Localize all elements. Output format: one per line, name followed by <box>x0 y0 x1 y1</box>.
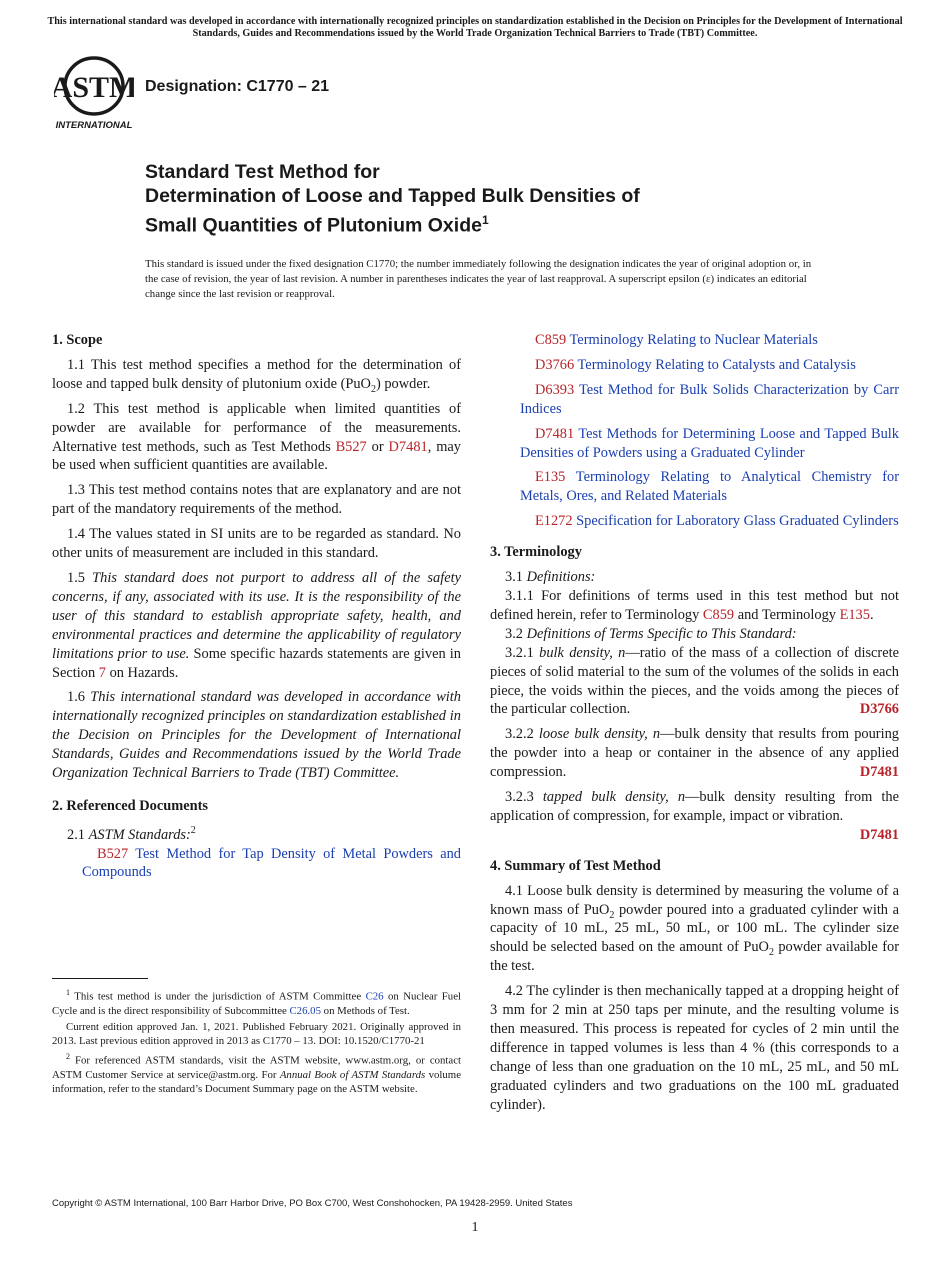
footnote-1-text: This test method is under the jurisdiction of ASTM Committee <box>70 990 366 1003</box>
astm-international-logo-icon <box>54 56 134 132</box>
para-3-2-3-text: —bulk density resulting from the application of compression, for example, impact or vibration. <box>490 789 899 824</box>
ref-code[interactable]: D3766 <box>535 356 575 373</box>
para-3-2-num: 3.2 <box>505 625 527 642</box>
title-line-3 <box>145 208 865 238</box>
para-3-1-italic: Definitions: <box>526 569 596 586</box>
ref-title[interactable]: Terminology Relating to Catalysts and Catalysis <box>574 356 856 373</box>
link-b527[interactable]: B527 <box>335 438 367 455</box>
para-3-2-2-term: loose bulk density, n <box>538 726 661 743</box>
ref-code[interactable]: D6393 <box>535 381 575 398</box>
ref-title[interactable]: Test Method for Tap Density of Metal Powders and Compounds <box>82 845 461 881</box>
para-4-1-text: 4.1 Loose bulk density is determined by measuring the volume of a known mass of PuO <box>490 882 899 918</box>
para-3-1 <box>490 568 899 587</box>
copyright: Copyright © ASTM International, 100 Barr Harbor Drive, PO Box C700, West Conshohocken, PA 19428-2959. United States <box>52 1198 573 1209</box>
footnote-1-mark: 1 <box>66 988 70 997</box>
para-1-1-end: ) powder. <box>375 375 431 392</box>
para-3-1-1 <box>490 587 899 625</box>
para-1-1-text: 1.1 This test method specifies a method for the determination of loose and tapped bulk density of plutonium oxide (PuO <box>52 356 461 392</box>
link-e135[interactable]: E135 <box>839 606 870 623</box>
ref-code[interactable]: E1272 <box>535 513 573 530</box>
footnote-divider <box>52 978 148 979</box>
para-3-2 <box>490 625 899 644</box>
para-1-5-text: Some specific hazards statements are given in Section <box>52 645 461 681</box>
para-1-2-end: , may be used when sufficient quantities are available. <box>52 438 461 474</box>
para-3-1-num: 3.1 <box>505 569 527 586</box>
para-1-6-italic: This international standard was developed in accordance with internationally recognized principles on standardization established in the Decision on Principles for the Development of International Standards, Guides and Recommendations issued by the World Trade Organization Technical Barriers to Trade (TBT) Committee. <box>52 689 461 782</box>
para-1-5-num: 1.5 <box>67 569 93 586</box>
ref-code[interactable]: C859 <box>535 332 567 348</box>
para-4-1-mid: powder poured into a graduated cylinder with a capacity of 10 mL, 25 mL, 50 mL, or 100 mL. The cylinder size should be selected based on the amount of PuO <box>490 901 900 956</box>
footnote-1-mid: on Nuclear Fuel Cycle and is the direct responsibility of Subcommittee <box>52 990 461 1017</box>
para-3-2-3 <box>490 788 899 826</box>
para-3-2-1 <box>490 644 899 720</box>
para-4-1-sub: 2 <box>768 947 774 959</box>
ref-title[interactable]: Specification for Laboratory Glass Graduated Cylinders <box>572 513 899 530</box>
title-footnote-mark: 1 <box>481 213 489 227</box>
terminology-heading: 3. Terminology <box>490 544 582 561</box>
para-1-4: 1.4 The values stated in SI units are to be regarded as standard. No other units of measurement are included in this standard. <box>52 526 461 562</box>
link-d7481[interactable]: D7481 <box>388 438 428 455</box>
ref-item[interactable] <box>490 356 899 375</box>
para-1-5-end: on Hazards. <box>105 664 179 681</box>
issued-note: This standard is issued under the fixed designation C1770; the number immediately following the designation indicates the year of original adoption or, in the case of revision, the year of last revision. A number in parentheses indicates the year of last reapproval. A superscript epsilon (ε) indicates an editorial change since the last revision or reapproval. <box>145 258 812 300</box>
title-line-3-text: Small Quantities of Plutonium Oxide <box>145 214 482 237</box>
para-2-1-sup: 2 <box>190 824 196 836</box>
scope-heading: 1. Scope <box>52 332 103 348</box>
para-3-2-3-num: 3.2.3 <box>505 789 543 806</box>
para-1-1 <box>52 356 461 394</box>
para-3-2-2-num: 3.2.2 <box>505 726 539 743</box>
ref-item[interactable] <box>490 381 899 419</box>
footnote-2-end: volume information, refer to the standard’s Document Summary page on the ASTM website. <box>52 1068 461 1095</box>
para-3-2-1-term: bulk density, n <box>539 644 626 661</box>
page-number: 1 <box>471 1220 479 1235</box>
ref-title[interactable]: Terminology Relating to Analytical Chemistry for Metals, Ores, and Related Materials <box>520 469 899 505</box>
para-1-2-mid: or <box>366 438 389 455</box>
para-3-2-2-text: —bulk density that results from pouring the powder into a heap or container in the absence of any applied compression. <box>490 726 899 781</box>
link-section-7[interactable]: 7 <box>98 664 106 681</box>
footnote-2-mark: 2 <box>66 1051 70 1061</box>
source-d3766[interactable]: D3766 <box>859 701 899 718</box>
para-2-1-italic: ASTM Standards: <box>88 826 191 843</box>
para-3-1-1-text: 3.1.1 For definitions of terms used in this test method but not defined herein, refer to Terminology <box>490 587 899 623</box>
ref-code[interactable]: E135 <box>535 469 566 486</box>
para-2-1-num: 2.1 <box>67 826 89 843</box>
ref-item[interactable] <box>490 331 899 350</box>
para-4-1-end: powder available for the test. <box>490 939 899 975</box>
para-1-2 <box>52 400 461 476</box>
ref-item[interactable] <box>490 425 899 463</box>
para-4-2: 4.2 The cylinder is then mechanically tapped at a dropping height of 3 mm for 2 min at 250 taps per minute, and the resulting volume is then measured. This process is repeated for cycles of 2 min until the difference in tapped volumes is less than 4 % (this corresponds to a change of less than one graduation on the 10 mL, 25 mL, and 50 mL graduated cylinders and two graduations on the 100 mL graduated cylinder). <box>490 983 899 1113</box>
ref-title[interactable]: Terminology Relating to Nuclear Materials <box>566 332 818 348</box>
para-3-2-3-term: tapped bulk density, n <box>542 789 686 806</box>
para-4-1 <box>490 882 899 977</box>
para-4-1-sub: 2 <box>609 909 615 921</box>
title-line-1: Standard Test Method for <box>145 161 380 183</box>
para-1-2-text: 1.2 This test method is applicable when limited quantities of powder are available for performance of the measurements. Alternative test methods, such as Test Methods <box>52 400 461 455</box>
footnote-1-end: on Methods of Test. <box>320 1004 410 1017</box>
source-d7481[interactable]: D7481 <box>859 764 899 781</box>
footnote-2-italic: Annual Book of ASTM Standards <box>279 1068 426 1081</box>
para-3-2-1-num: 3.2.1 <box>505 644 540 661</box>
page-title <box>145 160 865 238</box>
link-c859[interactable]: C859 <box>702 606 735 623</box>
para-3-1-1-mid: and Terminology <box>734 606 840 623</box>
para-1-6-num: 1.6 <box>67 689 91 706</box>
title-line-2: Determination of Loose and Tapped Bulk Densities of <box>145 185 640 207</box>
link-c26-05[interactable]: C26.05 <box>289 1004 321 1017</box>
para-1-5-italic: This standard does not purport to address all of the safety concerns, if any, associated with its use. It is the responsibility of the user of this standard to establish appropriate safety, health, and environmental practices and determine the applicability of regulatory limitations prior to use. <box>52 569 461 662</box>
footnote-2 <box>52 1050 461 1096</box>
source-d7481[interactable]: D7481 <box>859 826 899 843</box>
para-3-2-1-text: —ratio of the mass of a collection of discrete pieces of solid material to the sum of the volumes of the solids in each piece, the voids within the pieces, and the voids among the pieces of the particular collection. <box>490 644 899 718</box>
ref-code[interactable]: B527 <box>97 845 129 862</box>
footnote-2-text: For referenced ASTM standards, visit the ASTM website, www.astm.org, or contact ASTM Customer Service at service@astm.org. For <box>52 1054 461 1081</box>
logo-subtext: INTERNATIONAL <box>55 120 133 131</box>
link-c26[interactable]: C26 <box>365 990 384 1003</box>
footnote-1 <box>52 986 461 1018</box>
ref-title[interactable]: Test Methods for Determining Loose and Tapped Bulk Densities of Powders using a Graduated Cylinder <box>520 425 899 461</box>
ref-title[interactable]: Test Method for Bulk Solids Characterization by Carr Indices <box>520 381 899 417</box>
footnote-edition: Current edition approved Jan. 1, 2021. Published February 2021. Originally approved in 2013. Last previous edition approved in 2013 as C1770 – 13. DOI: 10.1520/C1770-21 <box>52 1020 461 1047</box>
para-3-2-italic: Definitions of Terms Specific to This Standard: <box>526 625 797 642</box>
ref-code[interactable]: D7481 <box>535 425 575 442</box>
referenced-heading: 2. Referenced Documents <box>52 797 208 814</box>
para-3-2-2 <box>490 725 899 782</box>
footnotes <box>52 986 461 1098</box>
summary-heading: 4. Summary of Test Method <box>490 857 661 874</box>
left-column <box>52 331 461 888</box>
ref-item[interactable] <box>490 512 899 531</box>
para-3-1-1-end: . <box>869 606 874 623</box>
designation: Designation: C1770 – 21 <box>145 78 330 95</box>
top-notice: This international standard was developed in accordance with internationally recognized principles on standardization established in the Decision on Principles for the Development of International Standards, Guides and Recommendations issued by the World Trade Organization Technical Barriers to Trade (TBT) Committee. <box>47 16 903 39</box>
para-1-5 <box>52 569 461 682</box>
ref-item[interactable] <box>490 468 899 506</box>
para-2-1 <box>52 822 461 845</box>
logo-text: ASTM <box>54 71 134 104</box>
right-column <box>490 331 899 1121</box>
para-1-6 <box>52 688 461 783</box>
ref-item[interactable] <box>52 845 461 883</box>
para-1-1-sub: 2 <box>370 383 376 395</box>
para-1-3: 1.3 This test method contains notes that are explanatory and are not part of the mandatory requirements of the method. <box>52 482 461 518</box>
